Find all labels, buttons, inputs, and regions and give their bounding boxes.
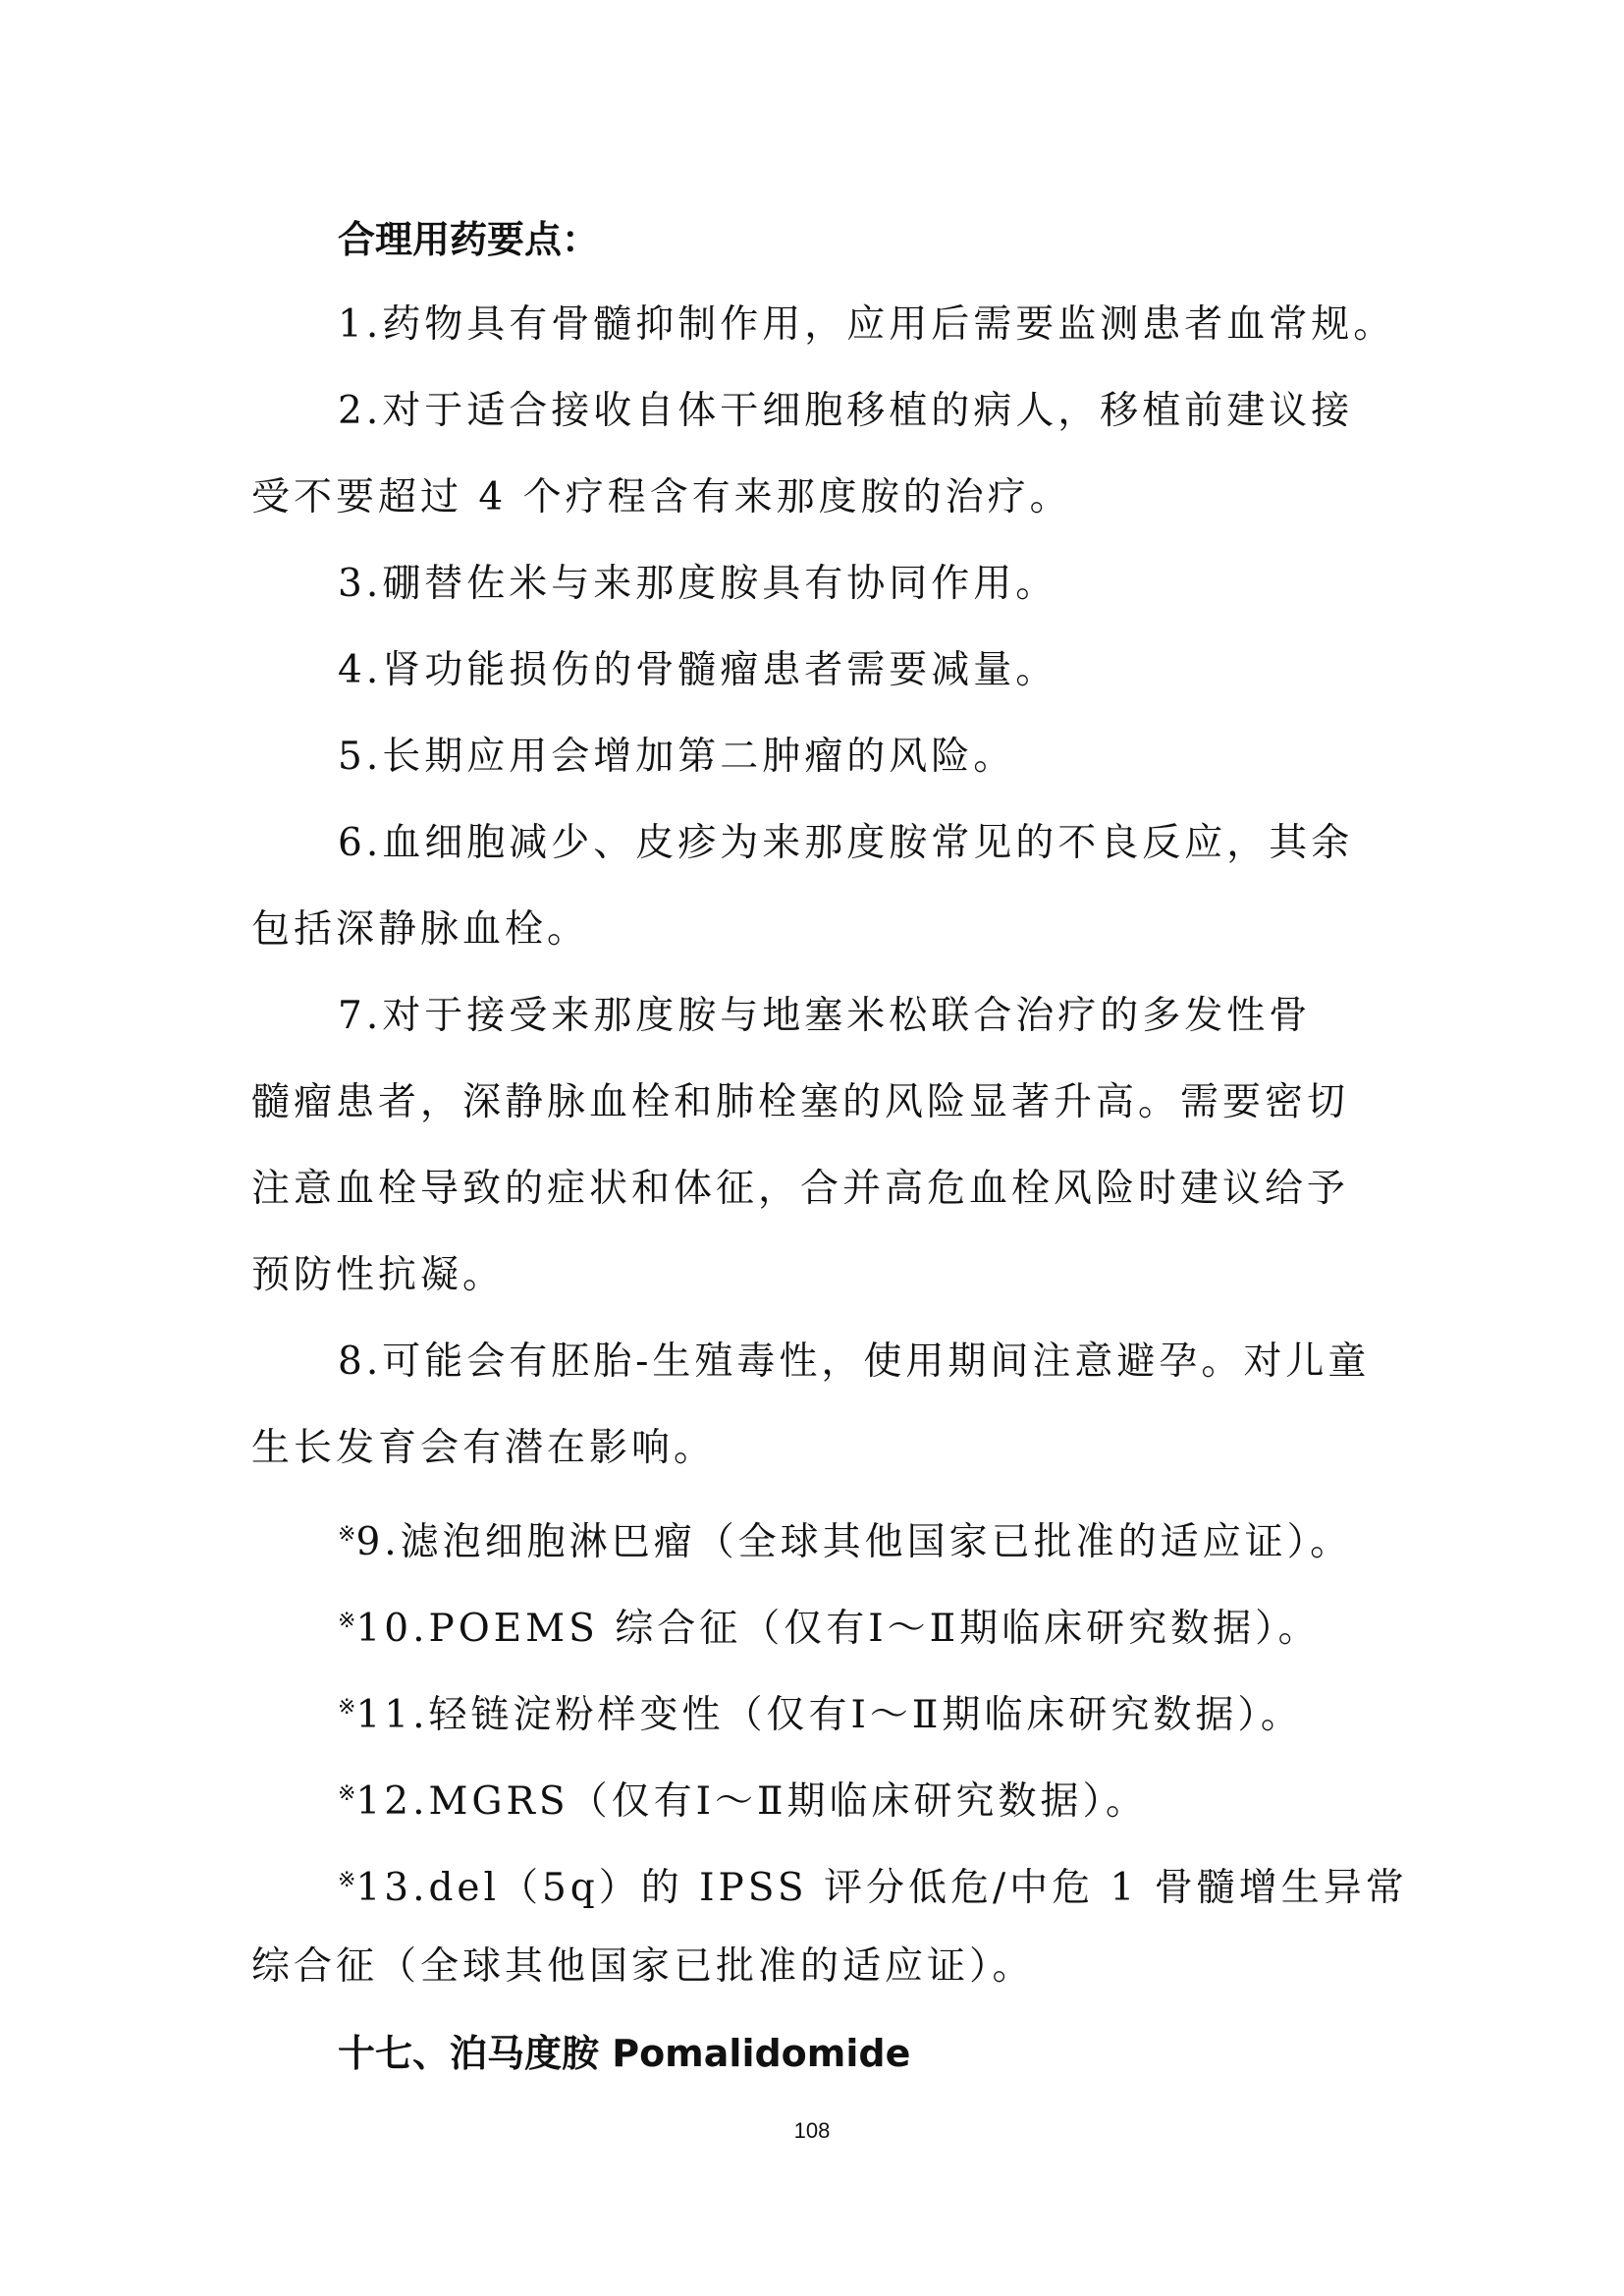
point-1: 1.药物具有骨髓抑制作用，应用后需要监测患者血常规。	[338, 302, 1396, 347]
point-8-line-2: 生长发育会有潜在影响。	[251, 1426, 717, 1470]
next-section-heading: 十七、泊马度胺 Pomalidomide	[338, 2032, 911, 2075]
point-10	[338, 1598, 1321, 1653]
point-2-line-2: 受不要超过 4 个疗程含有来那度胺的治疗。	[251, 475, 1072, 519]
point-13-text: 13.del（5q）的 IPSS 评分低危/中危 1 骨髓增生异常	[355, 1866, 1408, 1910]
point-7-line-4: 预防性抗凝。	[251, 1253, 506, 1297]
offlabel-mark: ※	[338, 1609, 356, 1633]
point-12-text: 12.MGRS（仅有Ⅰ～Ⅱ期临床研究数据）。	[355, 1779, 1149, 1824]
point-9-text: 9.滤泡细胞淋巴瘤（全球其他国家已批准的适应证）。	[355, 1520, 1353, 1564]
point-13-line-2: 综合征（全球其他国家已批准的适应证）。	[251, 1944, 1035, 1989]
point-11	[338, 1684, 1303, 1739]
section-heading: 合理用药要点：	[338, 218, 600, 261]
point-7-line-3: 注意血栓导致的症状和体征，合并高危血栓风险时建议给予	[251, 1167, 1350, 1211]
offlabel-mark: ※	[338, 1781, 356, 1806]
point-6-line-2: 包括深静脉血栓。	[251, 907, 590, 952]
point-8-line-1: 8.可能会有胚胎-生殖毒性，使用期间注意避孕。对儿童	[338, 1339, 1371, 1384]
point-5: 5.长期应用会增加第二肿瘤的风险。	[338, 735, 1016, 779]
point-6-line-1: 6.血细胞减少、皮疹为来那度胺常见的不良反应，其余	[338, 821, 1354, 865]
point-7-line-2: 髓瘤患者，深静脉血栓和肺栓塞的风险显著升高。需要密切	[251, 1080, 1350, 1124]
point-9	[338, 1511, 1352, 1566]
point-2-line-1: 2.对于适合接收自体干细胞移植的病人，移植前建议接	[338, 389, 1354, 433]
point-4: 4.肾功能损伤的骨髓瘤患者需要减量。	[338, 648, 1058, 692]
point-13-line-1	[338, 1857, 1408, 1912]
point-7-line-1: 7.对于接受来那度胺与地塞米松联合治疗的多发性骨	[338, 994, 1312, 1038]
offlabel-mark: ※	[338, 1695, 356, 1720]
point-10-text: 10.POEMS 综合征（仅有Ⅰ～Ⅱ期临床研究数据）。	[355, 1607, 1321, 1651]
page-number: 108	[793, 2118, 831, 2143]
offlabel-mark: ※	[338, 1522, 356, 1547]
point-3: 3.硼替佐米与来那度胺具有协同作用。	[338, 562, 1058, 606]
offlabel-mark: ※	[338, 1868, 356, 1892]
point-12	[338, 1771, 1148, 1826]
point-11-text: 11.轻链淀粉样变性（仅有Ⅰ～Ⅱ期临床研究数据）。	[355, 1693, 1303, 1737]
